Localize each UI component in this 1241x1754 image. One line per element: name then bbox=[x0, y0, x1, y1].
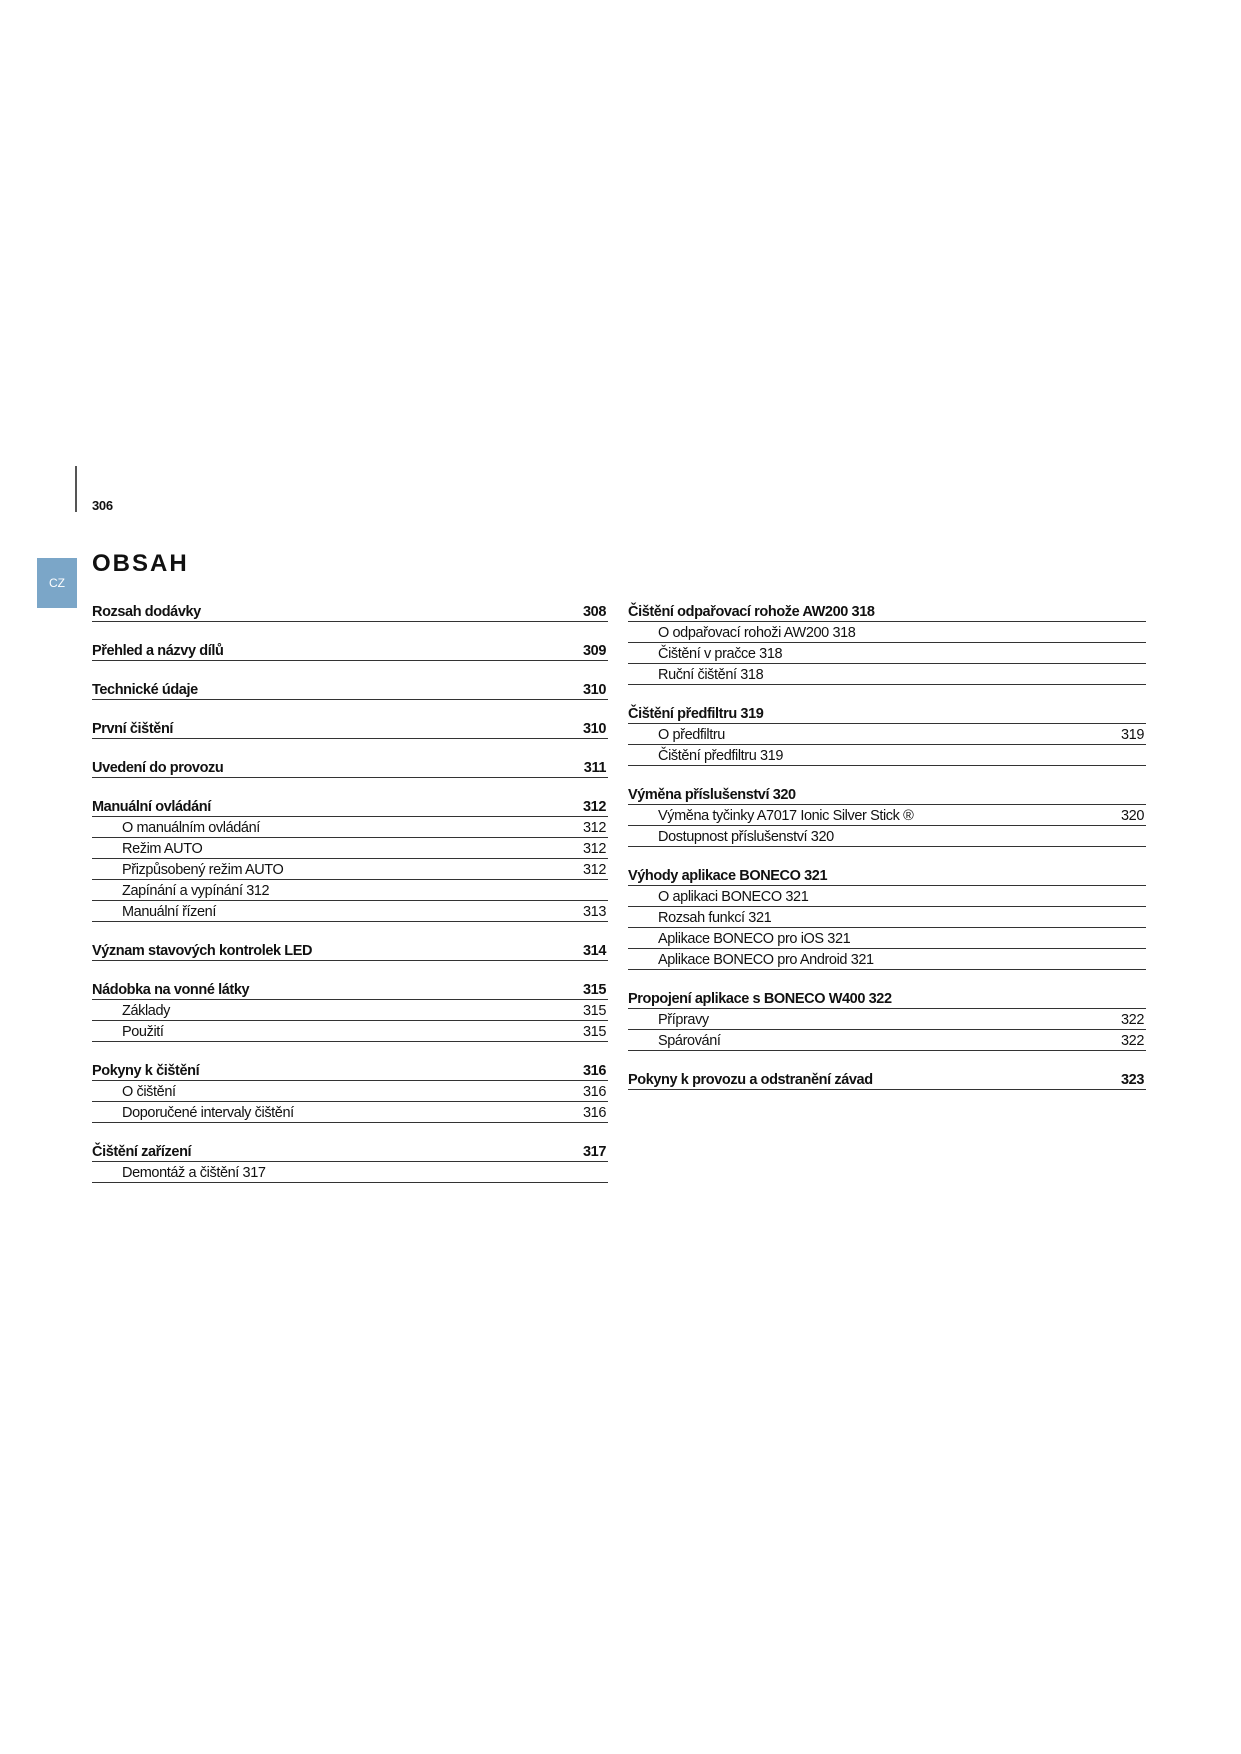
toc-entry-page: 316 bbox=[583, 1104, 606, 1121]
toc-entry[interactable] bbox=[628, 805, 1146, 826]
toc-heading[interactable] bbox=[92, 795, 608, 817]
toc-entry-title: Čištění v pračce 318 bbox=[658, 645, 783, 662]
toc-entry-title: Čištění předfiltru 319 bbox=[658, 747, 783, 764]
toc-entry-title: Základy bbox=[122, 1002, 170, 1019]
toc-column-left bbox=[92, 600, 608, 1200]
toc-entry-page: 319 bbox=[1121, 726, 1144, 743]
toc-entry[interactable] bbox=[628, 664, 1146, 685]
toc-heading[interactable] bbox=[628, 987, 1146, 1009]
toc-entry[interactable] bbox=[628, 643, 1146, 664]
toc-heading-page: 312 bbox=[583, 798, 606, 815]
toc-section bbox=[628, 987, 1146, 1051]
toc-heading[interactable] bbox=[628, 864, 1146, 886]
toc-section bbox=[92, 978, 608, 1042]
toc-entry[interactable] bbox=[628, 826, 1146, 847]
toc-heading-title: Technické údaje bbox=[92, 681, 198, 698]
toc-entry-page: 315 bbox=[583, 1002, 606, 1019]
toc-entry-page: 312 bbox=[583, 840, 606, 857]
toc-heading-title: Manuální ovládání bbox=[92, 798, 211, 815]
toc-entry-title: O aplikaci BONECO 321 bbox=[658, 888, 809, 905]
toc-section bbox=[92, 939, 608, 961]
toc-section bbox=[92, 1140, 608, 1183]
toc-section bbox=[92, 717, 608, 739]
toc-heading-title: Rozsah dodávky bbox=[92, 603, 201, 620]
toc-entry-title: Použití bbox=[122, 1023, 164, 1040]
toc-entry-title: Dostupnost příslušenství 320 bbox=[658, 828, 834, 845]
toc-heading-page: 309 bbox=[583, 642, 606, 659]
toc-entry[interactable] bbox=[628, 724, 1146, 745]
toc-entry-page: 312 bbox=[583, 819, 606, 836]
toc-entry-title: Spárování bbox=[658, 1032, 721, 1049]
toc-heading-page: 316 bbox=[583, 1062, 606, 1079]
toc-entry[interactable] bbox=[92, 838, 608, 859]
toc-heading[interactable] bbox=[92, 1059, 608, 1081]
toc-entry-page: 312 bbox=[583, 861, 606, 878]
margin-rule bbox=[75, 466, 77, 512]
language-tab: CZ bbox=[37, 558, 77, 608]
toc-heading[interactable] bbox=[628, 600, 1146, 622]
toc-heading-title: Význam stavových kontrolek LED bbox=[92, 942, 313, 959]
toc-heading[interactable] bbox=[92, 1140, 608, 1162]
toc-section bbox=[92, 678, 608, 700]
page-title: OBSAH bbox=[92, 550, 189, 577]
toc-section bbox=[92, 600, 608, 622]
toc-entry-title: Zapínání a vypínání 312 bbox=[122, 882, 270, 899]
toc-entry[interactable] bbox=[92, 880, 608, 901]
toc-heading[interactable] bbox=[92, 756, 608, 778]
toc-entry[interactable] bbox=[92, 1162, 608, 1183]
toc-entry[interactable] bbox=[92, 1021, 608, 1042]
toc-heading-title: Čištění předfiltru 319 bbox=[628, 705, 764, 722]
toc-section bbox=[92, 756, 608, 778]
toc-heading[interactable] bbox=[92, 600, 608, 622]
toc-heading[interactable] bbox=[628, 702, 1146, 724]
toc-entry[interactable] bbox=[92, 1081, 608, 1102]
toc-heading-page: 317 bbox=[583, 1143, 606, 1160]
toc-entry-page: 322 bbox=[1121, 1011, 1144, 1028]
toc-entry-page: 322 bbox=[1121, 1032, 1144, 1049]
toc-heading-title: Nádobka na vonné látky bbox=[92, 981, 250, 998]
toc-heading[interactable] bbox=[628, 1068, 1146, 1090]
toc-section bbox=[92, 639, 608, 661]
toc-heading[interactable] bbox=[92, 939, 608, 961]
toc-heading-page: 315 bbox=[583, 981, 606, 998]
toc-heading[interactable] bbox=[92, 717, 608, 739]
toc-entry[interactable] bbox=[628, 928, 1146, 949]
toc-entry[interactable] bbox=[92, 901, 608, 922]
toc-entry[interactable] bbox=[628, 622, 1146, 643]
toc-entry-title: O odpařovací rohoži AW200 318 bbox=[658, 624, 856, 641]
toc-entry-title: Ruční čištění 318 bbox=[658, 666, 764, 683]
toc-entry-title: O manuálním ovládání bbox=[122, 819, 260, 836]
toc-heading-title: Pokyny k čištění bbox=[92, 1062, 200, 1079]
toc-entry-title: Aplikace BONECO pro Android 321 bbox=[658, 951, 874, 968]
toc-heading-page: 310 bbox=[583, 681, 606, 698]
toc-heading[interactable] bbox=[628, 783, 1146, 805]
toc-heading[interactable] bbox=[92, 678, 608, 700]
toc-heading-title: Čištění zařízení bbox=[92, 1143, 192, 1160]
toc-heading-title: Čištění odpařovací rohože AW200 318 bbox=[628, 603, 875, 620]
toc-entry[interactable] bbox=[628, 1009, 1146, 1030]
page-number: 306 bbox=[92, 498, 113, 513]
toc-entry-title: Výměna tyčinky A7017 Ionic Silver Stick ® bbox=[658, 807, 914, 824]
toc-entry-title: Režim AUTO bbox=[122, 840, 203, 857]
toc-heading-page: 308 bbox=[583, 603, 606, 620]
toc-entry-page: 316 bbox=[583, 1083, 606, 1100]
toc-entry[interactable] bbox=[628, 745, 1146, 766]
toc-entry-page: 315 bbox=[583, 1023, 606, 1040]
toc-section bbox=[92, 795, 608, 922]
toc-heading-page: 314 bbox=[583, 942, 606, 959]
toc-entry[interactable] bbox=[628, 907, 1146, 928]
toc-heading-title: Výhody aplikace BONECO 321 bbox=[628, 867, 828, 884]
toc-entry-title: Rozsah funkcí 321 bbox=[658, 909, 772, 926]
toc-heading-title: Přehled a názvy dílů bbox=[92, 642, 224, 659]
toc-heading-page: 311 bbox=[583, 759, 606, 776]
toc-entry-page: 313 bbox=[583, 903, 606, 920]
toc-column-right bbox=[628, 600, 1146, 1107]
toc-heading-page: 323 bbox=[1121, 1071, 1144, 1088]
toc-section bbox=[628, 702, 1146, 766]
toc-heading-title: První čištění bbox=[92, 720, 174, 737]
toc-entry[interactable] bbox=[628, 886, 1146, 907]
toc-entry-title: Přizpůsobený režim AUTO bbox=[122, 861, 284, 878]
toc-entry-page: 320 bbox=[1121, 807, 1144, 824]
toc-heading-title: Pokyny k provozu a odstranění závad bbox=[628, 1071, 873, 1088]
toc-section bbox=[628, 783, 1146, 847]
toc-entry-title: Přípravy bbox=[658, 1011, 709, 1028]
toc-entry[interactable] bbox=[92, 817, 608, 838]
toc-heading-title: Propojení aplikace s BONECO W400 322 bbox=[628, 990, 892, 1007]
toc-heading-title: Uvedení do provozu bbox=[92, 759, 224, 776]
toc-section bbox=[628, 600, 1146, 685]
toc-entry-title: O předfiltru bbox=[658, 726, 725, 743]
toc-entry-title: Aplikace BONECO pro iOS 321 bbox=[658, 930, 851, 947]
toc-entry[interactable] bbox=[628, 949, 1146, 970]
toc-entry-title: O čištění bbox=[122, 1083, 176, 1100]
toc-heading-page: 310 bbox=[583, 720, 606, 737]
toc-entry[interactable] bbox=[92, 1000, 608, 1021]
toc-section bbox=[628, 864, 1146, 970]
toc-section bbox=[628, 1068, 1146, 1090]
toc-heading[interactable] bbox=[92, 978, 608, 1000]
toc-entry-title: Demontáž a čištění 317 bbox=[122, 1164, 266, 1181]
toc-entry[interactable] bbox=[628, 1030, 1146, 1051]
toc-entry-title: Doporučené intervaly čištění bbox=[122, 1104, 294, 1121]
toc-heading[interactable] bbox=[92, 639, 608, 661]
toc-entry[interactable] bbox=[92, 1102, 608, 1123]
toc-section bbox=[92, 1059, 608, 1123]
toc-entry[interactable] bbox=[92, 859, 608, 880]
toc-heading-title: Výměna příslušenství 320 bbox=[628, 786, 796, 803]
toc-entry-title: Manuální řízení bbox=[122, 903, 216, 920]
